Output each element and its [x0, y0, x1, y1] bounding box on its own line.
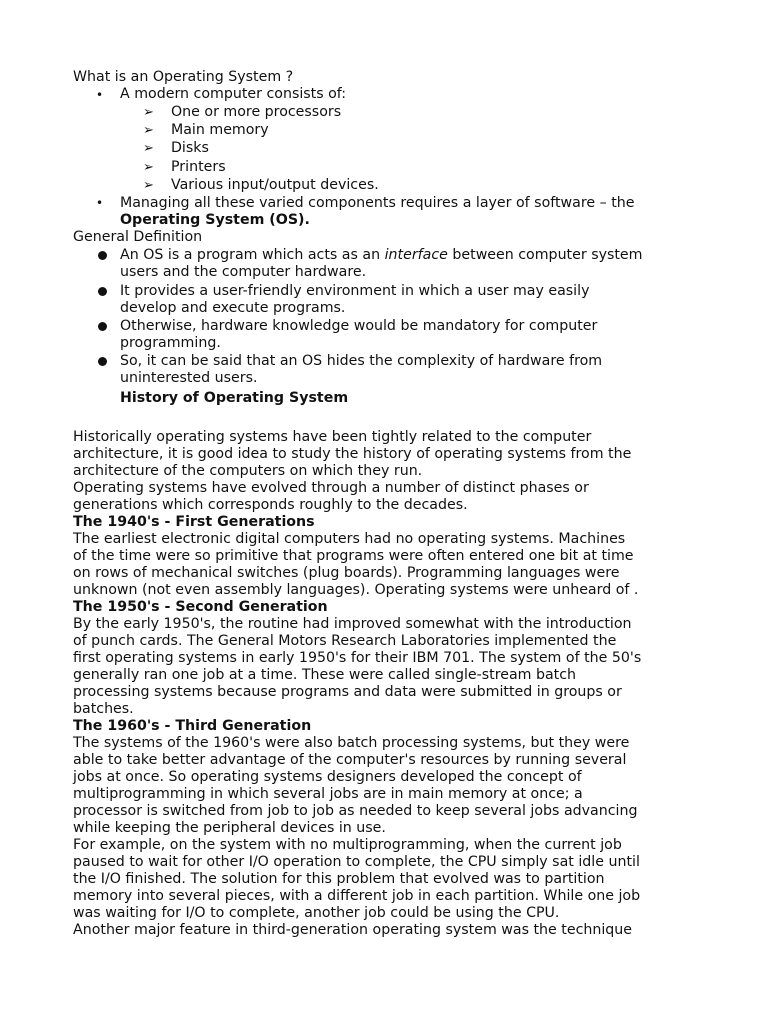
bullet-text-bold: Operating System (OS). — [120, 212, 310, 228]
paragraph-line: unknown (not even assembly languages). Operating systems were unheard of . — [73, 582, 639, 598]
bullet-dot-icon — [98, 287, 107, 296]
list-item: Main memory — [171, 122, 269, 138]
bullet-dot-icon — [98, 322, 107, 331]
arrow-bullet-icon: ➢ — [143, 178, 154, 193]
paragraph-line: able to take better advantage of the computer's resources by running several — [73, 752, 627, 768]
paragraph-line: The systems of the 1960's were also batch processing systems, but they were — [73, 735, 630, 751]
paragraph-line: The earliest electronic digital computers had no operating systems. Machines — [73, 531, 626, 547]
paragraph-line: paused to wait for other I/O operation to complete, the CPU simply sat idle until — [73, 854, 640, 870]
list-item: Disks — [171, 140, 209, 156]
paragraph-line: processor is switched from job to job as needed to keep several jobs advancing — [73, 803, 638, 819]
paragraph-line: on rows of mechanical switches (plug boards). Programming languages were — [73, 565, 620, 581]
paragraph-line: of the time were so primitive that programs were often entered one bit at time — [73, 548, 634, 564]
paragraph-line: memory into several pieces, with a different job in each partition. While one job — [73, 888, 641, 904]
paragraph-line: jobs at once. So operating systems designers developed the concept of — [73, 769, 582, 785]
paragraph-line: first operating systems in early 1950's for their IBM 701. The system of the 50's — [73, 650, 642, 666]
arrow-bullet-icon: ➢ — [143, 141, 154, 156]
bullet-marker: • — [96, 88, 104, 102]
list-item: Printers — [171, 159, 226, 175]
arrow-bullet-icon: ➢ — [143, 160, 154, 175]
list-item: Various input/output devices. — [171, 177, 379, 193]
bullet-text: It provides a user-friendly environment in which a user may easily — [120, 283, 590, 299]
paragraph-line: architecture of the computers on which they run. — [73, 463, 423, 479]
section-heading-1950s: The 1950's - Second Generation — [73, 599, 328, 615]
bullet-text: programming. — [120, 335, 221, 351]
paragraph-line: generations which corresponds roughly to the decades. — [73, 497, 468, 513]
page-title: What is an Operating System ? — [73, 69, 294, 85]
paragraph-line: architecture, it is good idea to study the history of operating systems from the — [73, 446, 632, 462]
section-heading: General Definition — [73, 229, 203, 245]
paragraph-line: while keeping the peripheral devices in use. — [73, 820, 386, 836]
bullet-text: So, it can be said that an OS hides the complexity of hardware from — [120, 353, 603, 369]
paragraph-line: By the early 1950's, the routine had improved somewhat with the introduction — [73, 616, 632, 632]
bullet-text: Otherwise, hardware knowledge would be mandatory for computer — [120, 318, 598, 334]
bullet-text: users and the computer hardware. — [120, 264, 367, 280]
arrow-bullet-icon: ➢ — [143, 123, 154, 138]
bullet-marker: • — [96, 196, 104, 210]
arrow-bullet-icon: ➢ — [143, 105, 154, 120]
paragraph-line: multiprogramming in which several jobs are in main memory at once; a — [73, 786, 583, 802]
bullet-text: uninterested users. — [120, 370, 258, 386]
paragraph-line: Another major feature in third-generation operating system was the technique — [73, 922, 633, 938]
paragraph-line: was waiting for I/O to complete, another job could be using the CPU. — [73, 905, 560, 921]
bullet-text: Managing all these varied components requires a layer of software – the — [120, 195, 635, 211]
paragraph-line: batches. — [73, 701, 134, 717]
bullet-text: A modern computer consists of: — [120, 86, 347, 102]
bullet-text: develop and execute programs. — [120, 300, 346, 316]
section-heading-1940s: The 1940's - First Generations — [73, 514, 315, 530]
section-heading-1960s: The 1960's - Third Generation — [73, 718, 312, 734]
bullet-dot-icon — [98, 357, 107, 366]
paragraph-line: Operating systems have evolved through a number of distinct phases or — [73, 480, 589, 496]
paragraph-line: of punch cards. The General Motors Research Laboratories implemented the — [73, 633, 617, 649]
bullet-dot-icon — [98, 251, 107, 260]
bullet-text: An OS is a program which acts as an interface between computer system — [120, 247, 643, 263]
paragraph-line: the I/O finished. The solution for this problem that evolved was to partition — [73, 871, 605, 887]
history-heading: History of Operating System — [120, 390, 349, 406]
paragraph-line: generally ran one job at a time. These were called single-stream batch — [73, 667, 577, 683]
list-item: One or more processors — [171, 104, 342, 120]
paragraph-line: Historically operating systems have been tightly related to the computer — [73, 429, 592, 445]
paragraph-line: processing systems because programs and data were submitted in groups or — [73, 684, 622, 700]
paragraph-line: For example, on the system with no multiprogramming, when the current job — [73, 837, 622, 853]
